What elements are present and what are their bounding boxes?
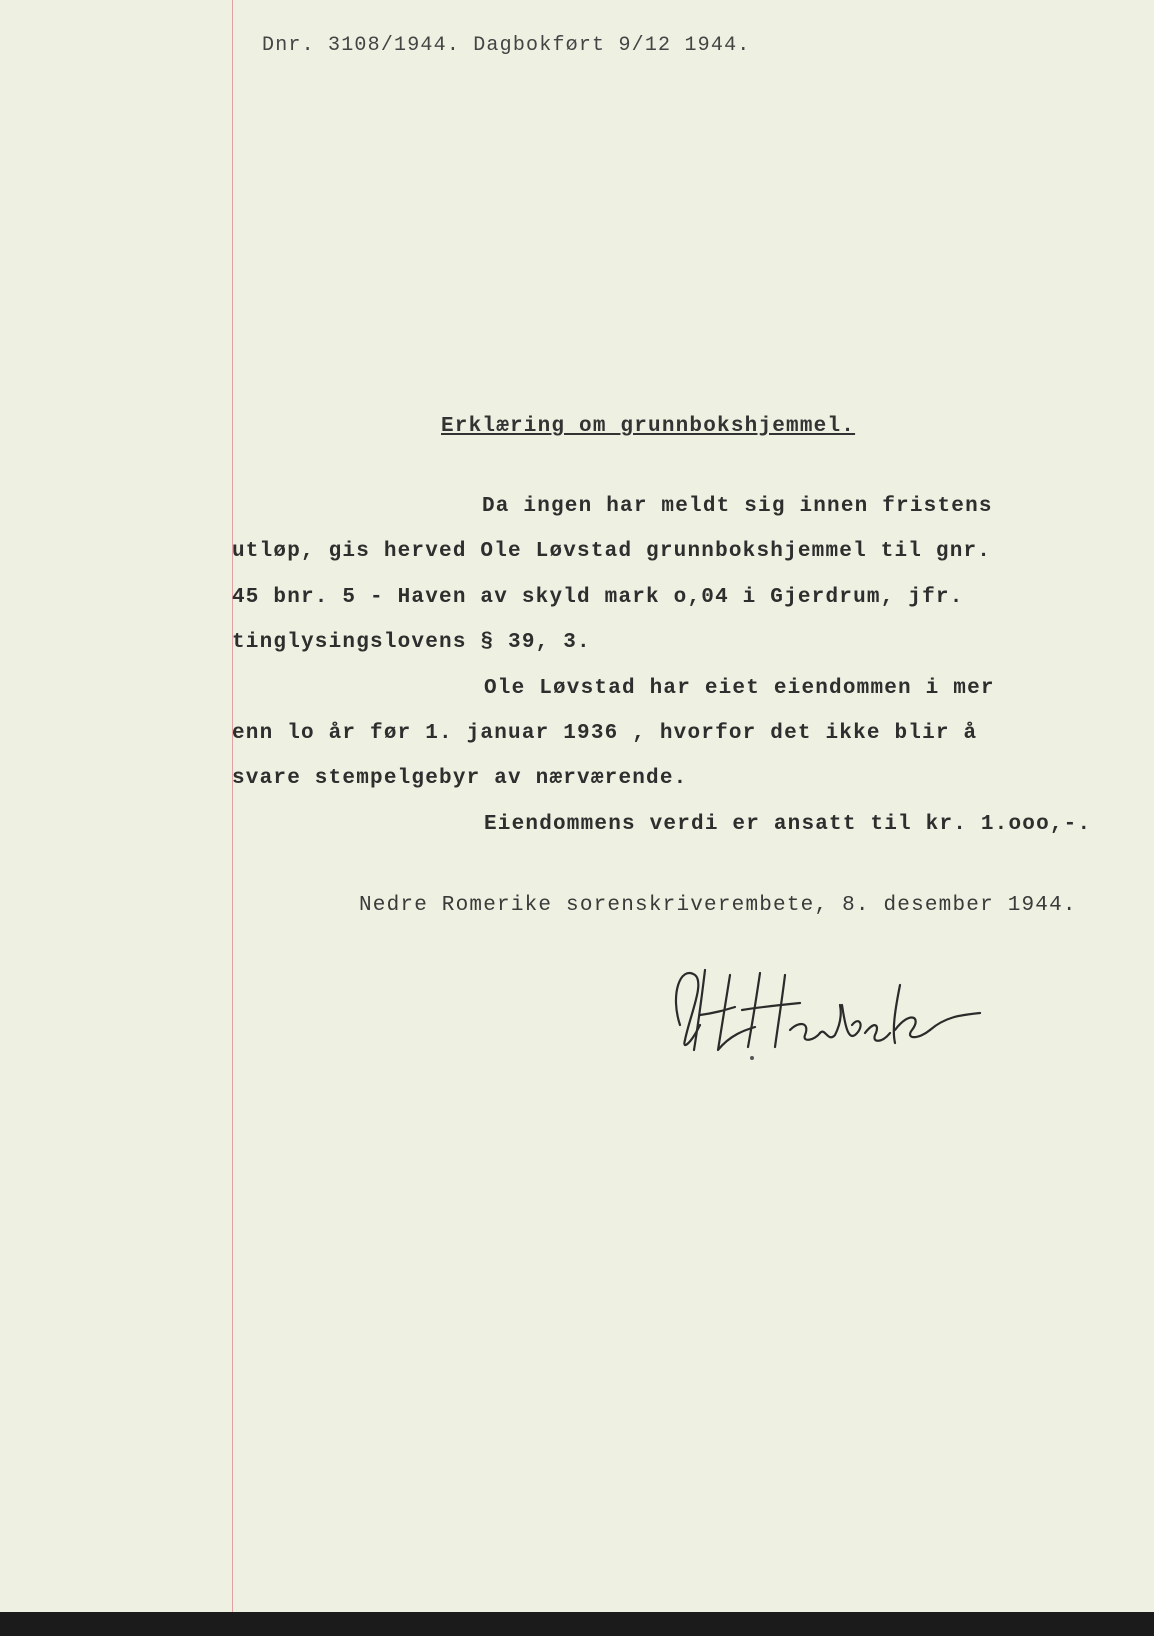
body-line-8: Eiendommens verdi er ansatt til kr. 1.ooo,-.: [484, 813, 1092, 836]
journal-reference: Dnr. 3108/1944. Dagbokført 9/12 1944.: [262, 34, 751, 57]
body-line-5: Ole Løvstad har eiet eiendommen i mer: [484, 677, 995, 700]
margin-line: [232, 0, 233, 1636]
ink-dot: [750, 1056, 754, 1060]
body-line-3: 45 bnr. 5 - Haven av skyld mark o,04 i Gjerdrum, jfr.: [232, 586, 964, 609]
body-line-6: enn lo år før 1. januar 1936 , hvorfor det ikke blir å: [232, 722, 978, 745]
body-line-1: Da ingen har meldt sig innen fristens: [482, 495, 993, 518]
scan-border: [0, 1612, 1154, 1636]
body-line-2: utløp, gis herved Ole Løvstad grunnbokshjemmel til gnr.: [232, 540, 992, 563]
body-line-4: tinglysingslovens § 39, 3.: [232, 631, 591, 654]
document-title: Erklæring om grunnbokshjemmel.: [441, 415, 856, 438]
place-and-date: Nedre Romerike sorenskriverembete, 8. desember 1944.: [359, 894, 1077, 917]
handwritten-signature-icon: [660, 955, 990, 1065]
body-line-7: svare stempelgebyr av nærværende.: [232, 767, 688, 790]
